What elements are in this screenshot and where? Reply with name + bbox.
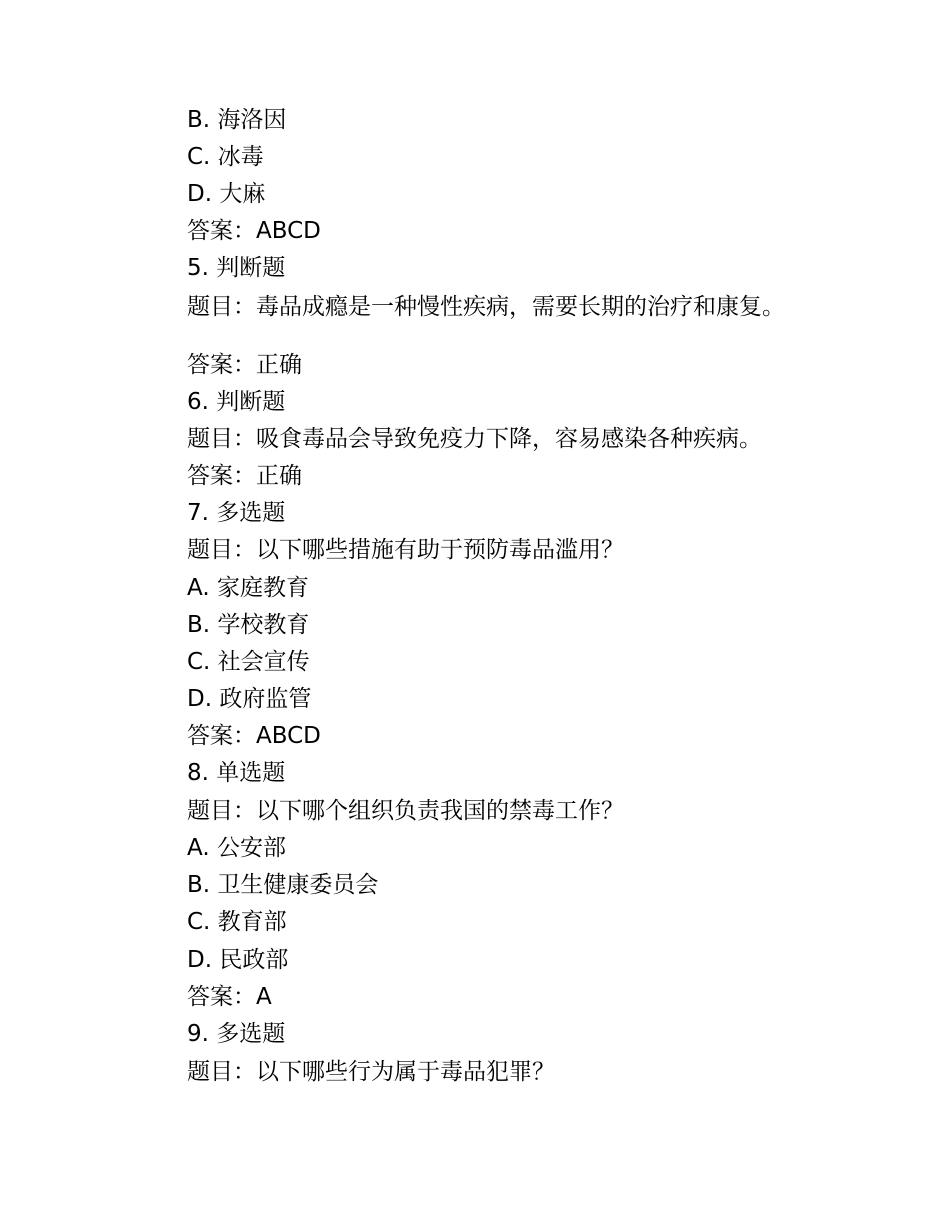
option-d-civil-affairs: D. 民政部 (187, 947, 289, 973)
question-8-text: 题目：以下哪个组织负责我国的禁毒工作？ (187, 798, 624, 824)
option-a-public-security: A. 公安部 (187, 835, 286, 861)
question-9-heading: 9. 多选题 (187, 1021, 286, 1047)
question-6-text: 题目：吸食毒品会导致免疫力下降，容易感染各种疾病。 (187, 426, 762, 452)
option-d-government: D. 政府监管 (187, 686, 312, 712)
question-7-text: 题目：以下哪些措施有助于预防毒品滥用？ (187, 537, 624, 563)
option-a-family: A. 家庭教育 (187, 575, 309, 601)
question-6-heading: 6. 判断题 (187, 389, 286, 415)
option-d-cannabis: D. 大麻 (187, 181, 266, 207)
option-c-education: C. 教育部 (187, 909, 287, 935)
question-5-heading: 5. 判断题 (187, 255, 286, 281)
question-7-heading: 7. 多选题 (187, 500, 286, 526)
question-9-text: 题目：以下哪些行为属于毒品犯罪？ (187, 1059, 555, 1085)
question-8-heading: 8. 单选题 (187, 760, 286, 786)
answer-q8: 答案：A (187, 984, 272, 1010)
option-c-ice: C. 冰毒 (187, 144, 264, 170)
option-c-society: C. 社会宣传 (187, 649, 310, 675)
question-5-text: 题目：毒品成瘾是一种慢性疾病，需要长期的治疗和康复。 (187, 294, 785, 320)
answer-q6: 答案：正确 (187, 463, 302, 489)
option-b-health-commission: B. 卫生健康委员会 (187, 872, 379, 898)
answer-q5: 答案：正确 (187, 352, 302, 378)
answer-q4: 答案：ABCD (187, 218, 321, 244)
option-b-school: B. 学校教育 (187, 612, 310, 638)
option-b-heroin: B. 海洛因 (187, 107, 287, 133)
answer-q7: 答案：ABCD (187, 723, 321, 749)
